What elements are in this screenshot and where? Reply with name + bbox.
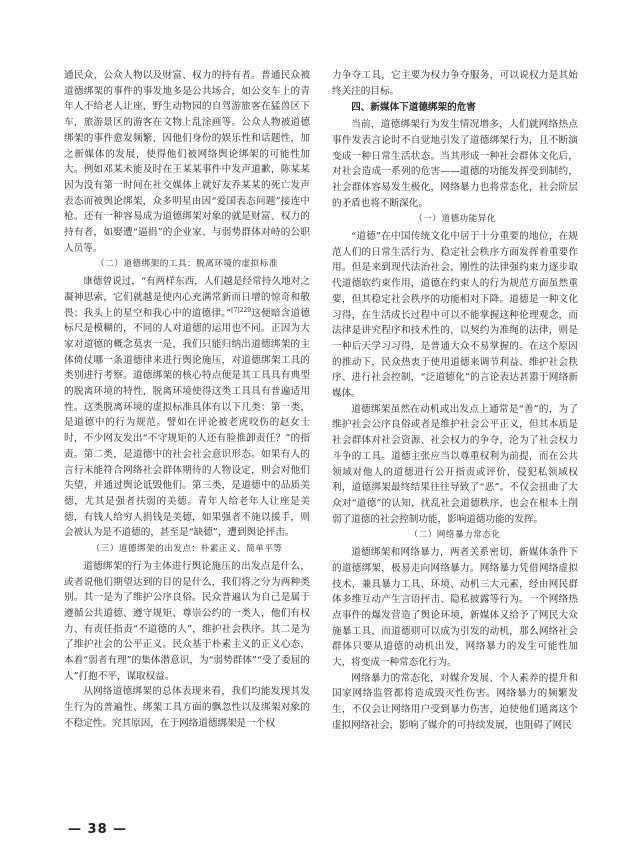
right-column: [332, 68, 578, 734]
paragraph: 当前，道德绑架行为发生情况增多，人们就网络热点事件发表言论时不自觉地引发了道德绑架行为，且不断演变成一种日常生活状态。当其形成一种社会群体文化后，对社会造成一系列的危害——道德的功能发挥受到制约，社会群体容易发生极化，网络暴力也将常态化，社会阶层的矛盾也将不断深化。: [332, 119, 578, 209]
subsection-heading: （一）道德功能异化: [414, 214, 496, 225]
section-heading: 四、新媒体下道德绑架的危害: [351, 102, 476, 114]
paragraph: 力争夺工具，它主要为权力争夺服务，可以说权力是其始终关注的目标。: [332, 70, 578, 97]
left-column: [64, 68, 310, 732]
subsection-heading: （二）网络暴力常态化: [409, 530, 501, 541]
subsection-heading: （二）道德绑架的工具：脱离环境的虚拟标准: [96, 259, 278, 270]
paragraph: 网络暴力的常态化，对媒介发展、个人素养的提升和国家网络监管都将造成毁灭性伤害。网络暴力的频繁发生，不仅会让网络用户受到暴力伤害，迫使他们遁离这个虚拟网络社会，影响了媒介的可持续发展，也阻碍了网民: [332, 672, 578, 731]
paragraph: “道德”在中国传统文化中居于十分重要的地位，在规范人们的日常生活行为、稳定社会秩序方面发挥着重要作用。但是来到现代法治社会，刚性的法律强约束力逐步取代道德软约束作用，道德在约束人的行为规范方面虽然重要，但其稳定社会秩序的功能相对下降。道德是一种文化习得，在生活成长过程中可以不能掌握这种伦理观念，而法律是讲究程序和技术性的，以契约为准绳的法律，则是一种后天学习习得，是普通大众不易掌握的。在这个原因的推动下，民众热衷于使用道德来调节利益、维护社会秩序、进行社会控制，“泛道德化”的言论表达甚嚣于网络新媒体。: [332, 231, 578, 400]
paragraph: [64, 274, 310, 541]
page-number: — 38 —: [68, 822, 128, 837]
paragraph-text: 康德曾说过，“有两样东西，人们越是经常持久地对之凝神思索，它们就越是使内心充满常新而日增的惊奇和敬畏；我头上的星空和我心中的道德律。”: [64, 276, 310, 319]
paragraph: 道德绑架和网络暴力，两者关系密切，新媒体条件下的道德绑架，极易走向网络暴力。网络暴力凭借网络虚拟技术，兼具暴力工具、环境、动机三大元素，经由网民群体多维互动产生言语抨击、隐私披露等行为。一个网络热点事件的爆发营造了舆论环境，新媒体又给予了网民大众施暴工具，而道德则可以成为引发的动机，那么网络社会群体只要从道德的动机出发，网络暴力的发生可能性加大，将变成一种常态化行为。: [332, 547, 578, 669]
paragraph: 通民众、公众人物以及财富、权力的持有者。普通民众被道德绑架的事件的事发地多是公共场合，如公交车上的青年人不给老人让座，野生动物园的自驾游旅客在猛兽区下车，旅游景区的游客在文物上乱涂画等。公众人物被道德绑架的事件愈发频繁，因他们身份的娱乐性和话题性，加之新媒体的发展，使得他们被网络舆论绑架的可能性加大。例如邓某未能及时在王某某事件中发声道歉，陈某某因为没有第一时间在社交媒体上就好友乔某某的死亡发声表态而被舆论绑架，众多明星由因“爱国表态问题”接连中枪。还有一种容易成为道德绑架对象的就是财富、权力的持有者，如娶遭“逼捐”的企业家、与弱势群体对峙的公职人员等。: [64, 70, 310, 254]
paragraph: 道德绑架虽然在动机或出发点上通常是“善”的，为了维护社会公序良俗或者是维护社会公平正义，但其本质是社会群体对社会资源、社会权力的争夺，沦为了社会权力斗争的工具。道德主张应当以尊重权利为前提，而在公共领域对他人的道德进行公开指责或评价，侵犯私领域权利，道德绑架最终结果往往导致了“恶”。不仅会扭曲了大众对“道德”的认知，扰乱社会道德秩序，也会在根本上削弱了道德的社会控制功能，影响道德功能的发挥。: [332, 403, 578, 525]
paragraph-text: 这便暗含道德标尺是模糊的，不同的人对道德的运用也不同。正因为大家对道德的概念莫衷一是，我们只能归纳出道德绑架的主体倚仗哪一条道德律来进行舆论施压，对道德绑架工具的类别进行考察。道德绑架的核心特点便是其工具具有典型的脱离环境的特性，脱离环境使得这类工具具有普遍适用性。这类脱离环境的虚拟标准具体有以下几类：第一类，是道德中的行为规范。譬如在评论被老虎咬伤的赵女士时，不少网友发出“不守规矩的人还有脸推卸责任？”的指责。第二类，是道德中的社会社会意识形态。如果有人的言行未能符合网络社会群体期待的人物设定，则会对他们失望，并通过舆论诋毁他们。第三类，是道德中的品质美德，尤其是强者扶弱的美德。青年人给老年人让座是美德，有钱人给穷人捐钱是美德，如果强者不施以援手，则会被认为是不道德的，甚至是“缺德”，遭到舆论抨击。: [64, 307, 311, 539]
paragraph: 从网络道德绑架的总体表现来看，我们均能发现其发生行为的普遍性、绑架工具方面的飘忽性以及绑架对象的不稳定性。究其原因，在于网络道德绑架是一个权: [64, 686, 310, 729]
citation-superscript: [7]229: [231, 306, 252, 314]
paragraph: 道德绑架的行为主体进行舆论施压的出发点是什么，或者说他们期望达到的目的是什么，我们将之分为两种类别。其一是为了维护公序良俗。民众普遍认为自己是属于遵循公共道德、遵守规矩、尊崇公约的一类人，他们有权力、有责任指责“不道德的人”，维护社会秩序。其二是为了维护社会的公平正义。民众基于朴素主义的正义心态，本着“弱者有理”的集体潜意识，为“弱势群体”“受了委屈的人”打抱不平，谋取权益。: [64, 560, 310, 682]
subsection-heading: （三）道德绑架的出发点：朴素正义、简单平等: [91, 544, 283, 555]
